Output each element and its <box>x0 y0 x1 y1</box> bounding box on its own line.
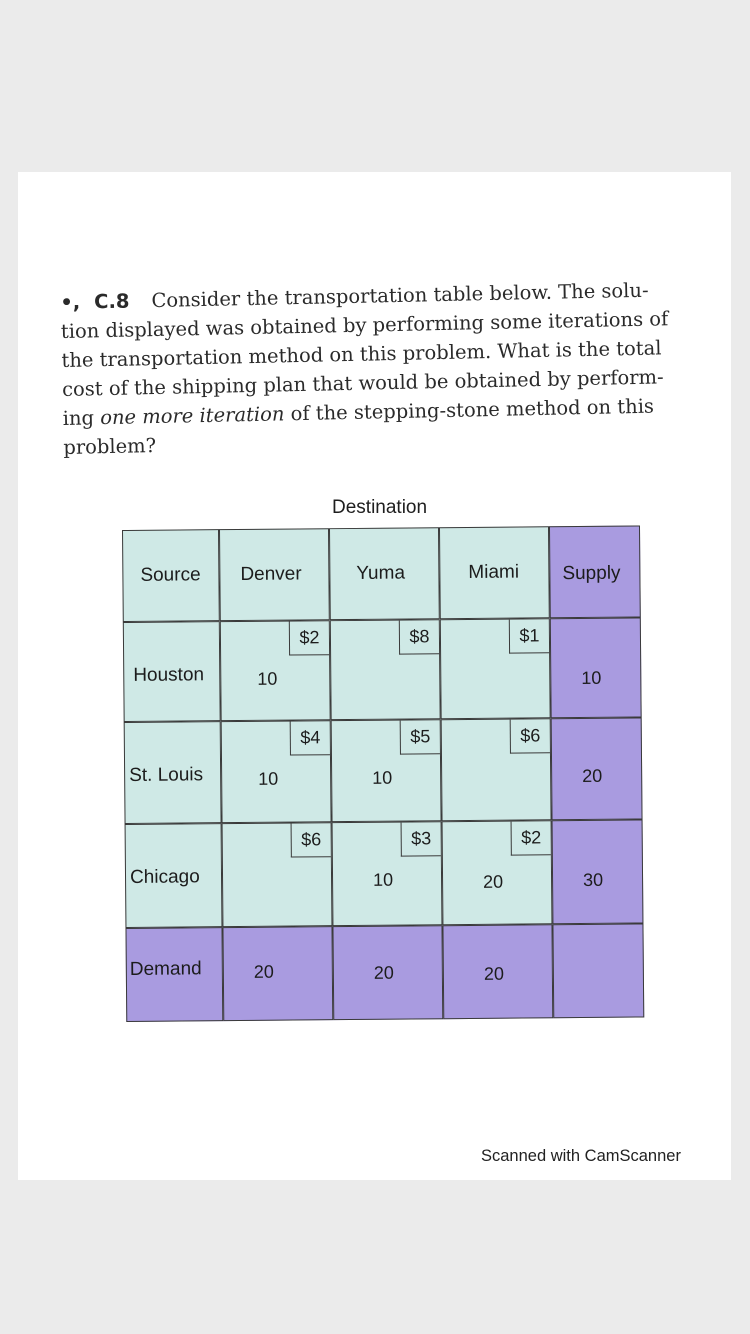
problem-number: C.8 <box>93 289 130 314</box>
cost-houston-yuma: $8 <box>399 620 439 654</box>
cost-stlouis-miami: $6 <box>510 719 550 753</box>
problem-line-3: the transportation method on this problem. What is the total <box>61 336 662 372</box>
cell-stlouis-miami <box>441 718 552 821</box>
row-chicago-source <box>125 823 223 928</box>
alloc-stlouis-denver: 10 <box>258 768 279 789</box>
cell-houston-yuma <box>330 619 441 720</box>
header-supply-label: Supply <box>562 562 621 585</box>
problem-bullet: •, <box>60 290 81 314</box>
problem-text-5b: of the stepping-stone method on this <box>284 394 655 426</box>
row-stlouis-source <box>124 721 222 824</box>
alloc-stlouis-yuma: 10 <box>372 767 393 788</box>
cost-stlouis-yuma: $5 <box>400 720 440 754</box>
destination-title: Destination <box>332 497 428 518</box>
row-houston-source <box>123 621 221 722</box>
row-demand-label-cell <box>125 927 223 1022</box>
alloc-chicago-miami: 20 <box>482 871 504 892</box>
header-denver-label: Denver <box>240 563 302 585</box>
row-houston-label: Houston <box>133 664 205 686</box>
supply-chicago <box>552 819 644 924</box>
demand-yuma-value: 20 <box>373 962 394 983</box>
cell-chicago-miami <box>442 820 553 925</box>
cost-chicago-denver: $6 <box>291 823 331 857</box>
supply-chicago-value: 30 <box>582 869 604 890</box>
cell-stlouis-denver <box>221 720 332 823</box>
cost-chicago-yuma: $3 <box>401 822 441 856</box>
supply-stlouis <box>551 717 643 820</box>
demand-denver-value: 20 <box>253 961 274 982</box>
cost-chicago-miami: $2 <box>511 821 551 855</box>
cost-stlouis-denver: $4 <box>290 721 330 755</box>
problem-statement <box>60 274 714 462</box>
cost-houston-miami: $1 <box>509 619 549 653</box>
alloc-houston-denver: 10 <box>257 668 278 689</box>
cost-houston-denver: $2 <box>289 621 329 655</box>
header-denver <box>219 528 330 621</box>
problem-line-2: tion displayed was obtained by performing some iterations of <box>60 307 669 343</box>
problem-text-1: Consider the transportation table below. The solu- <box>151 278 649 313</box>
header-miami <box>439 526 550 619</box>
demand-miami <box>442 924 553 1019</box>
problem-line-6: problem? <box>63 434 157 459</box>
row-demand-label: Demand <box>129 958 202 980</box>
row-chicago-label: Chicago <box>129 866 200 888</box>
problem-line-4: cost of the shipping plan that would be obtained by perform- <box>61 365 664 401</box>
header-supply <box>549 525 641 618</box>
transportation-table <box>122 525 644 1022</box>
demand-denver <box>222 926 333 1021</box>
supply-houston-value: 10 <box>581 667 602 688</box>
cell-houston-miami <box>440 618 551 719</box>
header-yuma <box>329 527 440 620</box>
demand-miami-value: 20 <box>483 963 505 984</box>
alloc-chicago-yuma: 10 <box>372 869 394 890</box>
problem-text-5a: ing <box>62 406 101 430</box>
demand-supply-corner <box>552 923 644 1018</box>
header-source-label: Source <box>140 564 201 586</box>
cell-chicago-yuma <box>332 821 443 926</box>
cell-chicago-denver <box>222 822 333 927</box>
camscanner-watermark: Scanned with CamScanner <box>481 1147 681 1165</box>
header-yuma-label: Yuma <box>356 562 406 584</box>
supply-houston <box>550 617 642 718</box>
row-stlouis-label: St. Louis <box>129 764 204 786</box>
problem-text-5-emphasis: one more iteration <box>99 402 285 430</box>
cell-houston-denver <box>220 620 331 721</box>
header-source <box>122 529 220 622</box>
supply-stlouis-value: 20 <box>582 765 603 786</box>
header-miami-label: Miami <box>468 561 520 583</box>
demand-yuma <box>332 925 443 1020</box>
cell-stlouis-yuma <box>331 719 442 822</box>
